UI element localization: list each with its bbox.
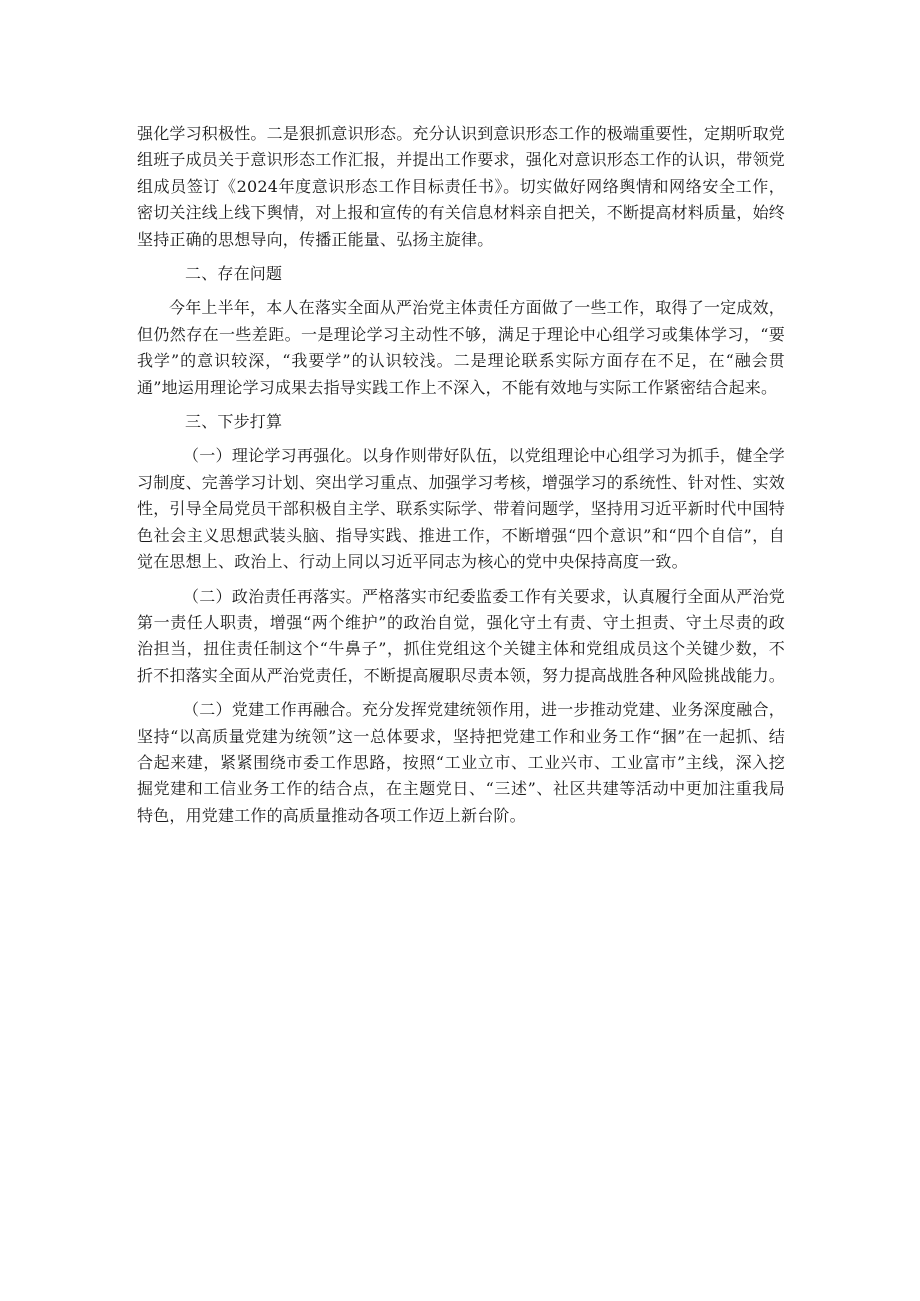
paragraph-party-building-integration: （二）党建工作再融合。充分发挥党建统领作用，进一步推动党建、业务深度融合，坚持“以高质量党建为统领”这一总体要求，坚持把党建工作和业务工作“捆”在一起抓、结合起来建，紧紧围绕市委工作思路，按照“工业立市、工业兴市、工业富市”主线，深入挖掘党建和工信业务工作的结合点，在主题党日、“三述”、社区共建等活动中更加注重我局特色，用党建工作的高质量推动各项工作迈上新台阶。 [137,700,785,825]
section-heading-existing-problems: 二、存在问题 [185,264,283,284]
document-body [137,121,785,837]
paragraph-existing-problems: 今年上半年，本人在落实全面从严治党主体责任方面做了一些工作，取得了一定成效，但仍然存在一些差距。一是理论学习主动性不够，满足于理论中心组学习或集体学习，“要我学”的意识较深，“我要学”的认识较浅。二是理论联系实际方面存在不足，在“融会贯通”地运用理论学习成果去指导实践工作上不深入，不能有效地与实际工作紧密结合起来。 [137,298,785,397]
section-heading-next-plans: 三、下步打算 [185,412,283,432]
paragraph-theory-study: （一）理论学习再强化。以身作则带好队伍，以党组理论中心组学习为抓手，健全学习制度、完善学习计划、突出学习重点、加强学习考核，增强学习的系统性、针对性、实效性，引导全局党员干部积极自主学、联系实际学、带着问题学，坚持用习近平新时代中国特色社会主义思想武装头脑、指导实践、推进工作，不断增强“四个意识”和“四个自信”，自觉在思想上、政治上、行动上同以习近平同志为核心的党中央保持高度一致。 [137,446,786,572]
paragraph-ideology-work: 强化学习积极性。二是狠抓意识形态。充分认识到意识形态工作的极端重要性，定期听取党组班子成员关于意识形态工作汇报，并提出工作要求，强化对意识形态工作的认识，带领党组成员签订《2024年度意识形态工作目标责任书》。切实做好网络舆情和网络安全工作，密切关注线上线下舆情，对上报和宣传的有关信息材料亲自把关，不断提高材料质量，始终坚持正确的思想导向，传播正能量、弘扬主旋律。 [137,124,786,249]
paragraph-political-responsibility: （二）政治责任再落实。严格落实市纪委监委工作有关要求，认真履行全面从严治党第一责任人职责，增强“两个维护”的政治自觉，强化守土有责、守土担责、守土尽责的政治担当，扭住责任制这个“牛鼻子”，抓住党组这个关键主体和党组成员这个关键少数，不折不扣落实全面从严治党责任，不断提高履职尽责本领，努力提高战胜各种风险挑战能力。 [137,586,786,685]
